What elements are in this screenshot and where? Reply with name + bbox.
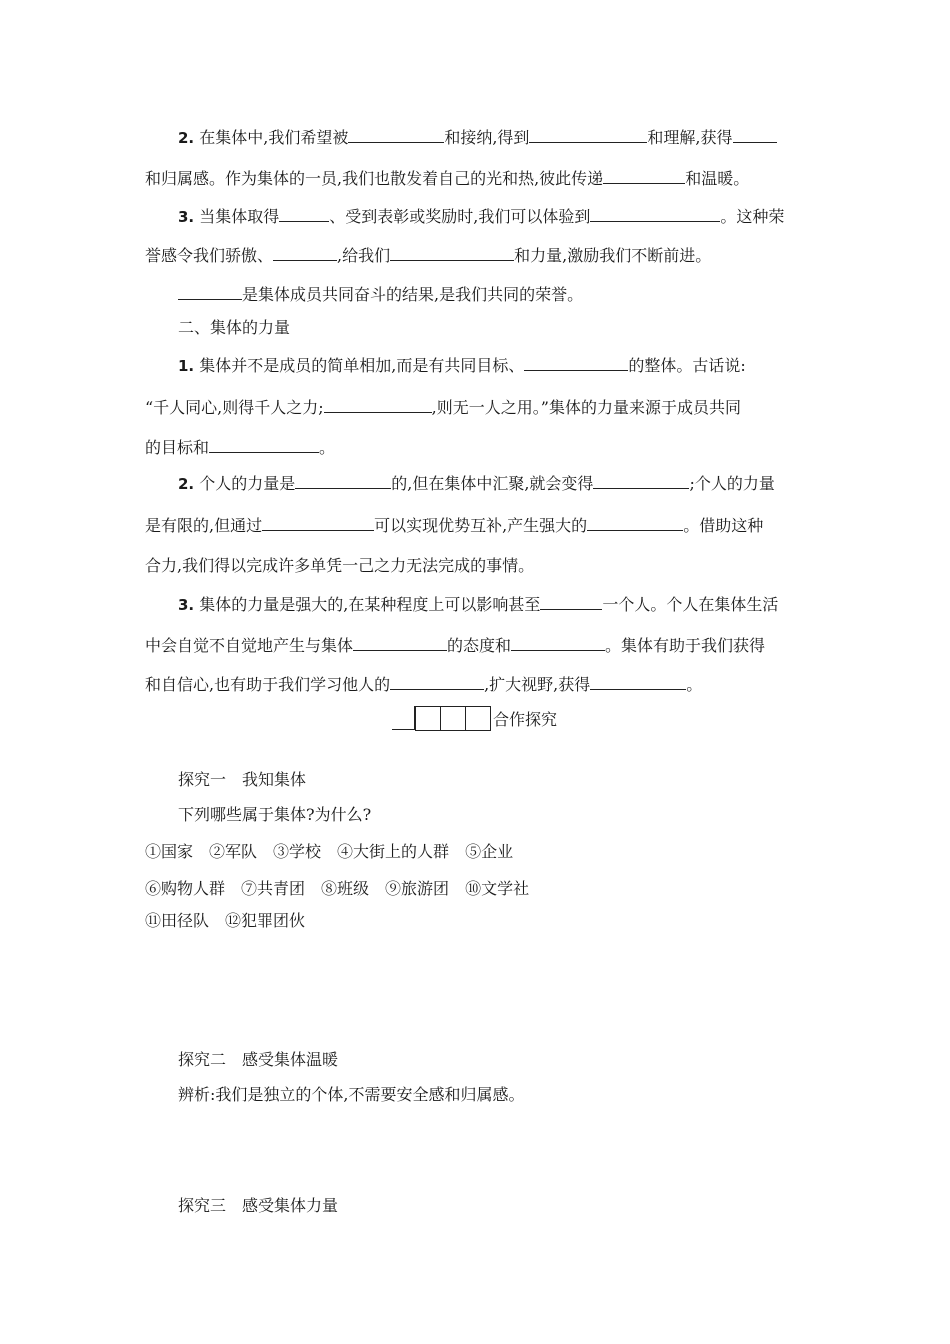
option: ④大街上的人群: [337, 842, 450, 861]
part2-heading: 二、集体的力量: [178, 318, 291, 337]
blank[interactable]: [593, 473, 689, 489]
blank[interactable]: [273, 245, 337, 261]
p2-item1-line2: “千人同心,则得千人之力; ,则无一人之用。”集体的力量来源于成员共同: [145, 398, 741, 417]
blank[interactable]: [390, 245, 514, 261]
explore1-options-row3: [145, 911, 305, 931]
blank[interactable]: [590, 206, 720, 222]
option: ③学校: [273, 842, 322, 861]
p2-item3-line3: 和自信心,也有助于我们学习他人的 ,扩大视野,获得 。: [145, 675, 703, 694]
section-header: [392, 706, 557, 730]
option: ⑥购物人群: [145, 879, 226, 898]
p2-item3-line2: 中会自觉不自觉地产生与集体 的态度和 。集体有助于我们获得: [145, 636, 766, 655]
explore1-options-row2: [145, 879, 529, 899]
p1-item2-line1: 2. 在集体中,我们希望被 和接纳,得到 和理解,获得: [178, 127, 777, 148]
explore1-question: 下列哪些属于集体?为什么?: [178, 805, 372, 824]
blank[interactable]: [529, 127, 647, 143]
blank[interactable]: [353, 635, 447, 651]
blank[interactable]: [348, 127, 444, 143]
p2-item2-line2: 是有限的,但通过 可以实现优势互补,产生强大的 。借助这种: [145, 516, 764, 535]
p1-item3-line2: 誉感令我们骄傲、 ,给我们 和力量,激励我们不断前进。: [145, 246, 712, 265]
blank[interactable]: [511, 635, 605, 651]
blank[interactable]: [209, 437, 319, 453]
blank[interactable]: [587, 515, 683, 531]
p2-item1-line1: 1. 集体并不是成员的简单相加,而是有共同目标、 的整体。古话说:: [178, 356, 746, 375]
option: ①国家: [145, 842, 194, 861]
section-label: 合作探究: [493, 710, 558, 729]
blank[interactable]: [524, 355, 628, 371]
p2-item2-line3: 合力,我们得以完成许多单凭一己之力无法完成的事情。: [145, 556, 535, 575]
blank[interactable]: [590, 674, 686, 690]
option: ⑦共青团: [241, 879, 306, 898]
blank[interactable]: [324, 397, 432, 413]
blank[interactable]: [295, 473, 391, 489]
p2-item3-line1: 3. 集体的力量是强大的,在某种程度上可以影响甚至 一个人。个人在集体生活: [178, 595, 779, 614]
option: ⑪田径队: [145, 911, 210, 930]
blank[interactable]: [733, 127, 777, 143]
option: ⑤企业: [465, 842, 514, 861]
explore1-options-row1: [145, 842, 513, 862]
explore1-title: 探究一 我知集体: [178, 770, 307, 789]
blank[interactable]: [603, 168, 685, 184]
p1-item2-line2: 和归属感。作为集体的一员,我们也散发着自己的光和热,彼此传递 和温暖。: [145, 169, 750, 188]
explore2-title: 探究二 感受集体温暖: [178, 1050, 339, 1069]
blank[interactable]: [540, 594, 602, 610]
p1-item3-line3: 是集体成员共同奋斗的结果,是我们共同的荣誉。: [178, 284, 583, 305]
p2-item1-line3: 的目标和 。: [145, 438, 336, 457]
option: ⑨旅游团: [385, 879, 450, 898]
p1-item3-line1: 3. 当集体取得 、受到表彰或奖励时,我们可以体验到 。这种荣: [178, 207, 785, 226]
option: ②军队: [209, 842, 258, 861]
blank[interactable]: [279, 206, 329, 222]
blank[interactable]: [262, 515, 374, 531]
p2-item2-line1: 2. 个人的力量是 的,但在集体中汇聚,就会变得 ;个人的力量: [178, 474, 775, 493]
blank[interactable]: [390, 674, 484, 690]
section-decoration: [392, 706, 491, 730]
option: ⑩文学社: [465, 879, 530, 898]
option: ⑧班级: [321, 879, 370, 898]
option: ⑫犯罪团伙: [225, 911, 306, 930]
explore2-prompt: 辨析:我们是独立的个体,不需要安全感和归属感。: [178, 1085, 525, 1104]
explore3-title: 探究三 感受集体力量: [178, 1196, 339, 1215]
blank[interactable]: [178, 284, 242, 300]
